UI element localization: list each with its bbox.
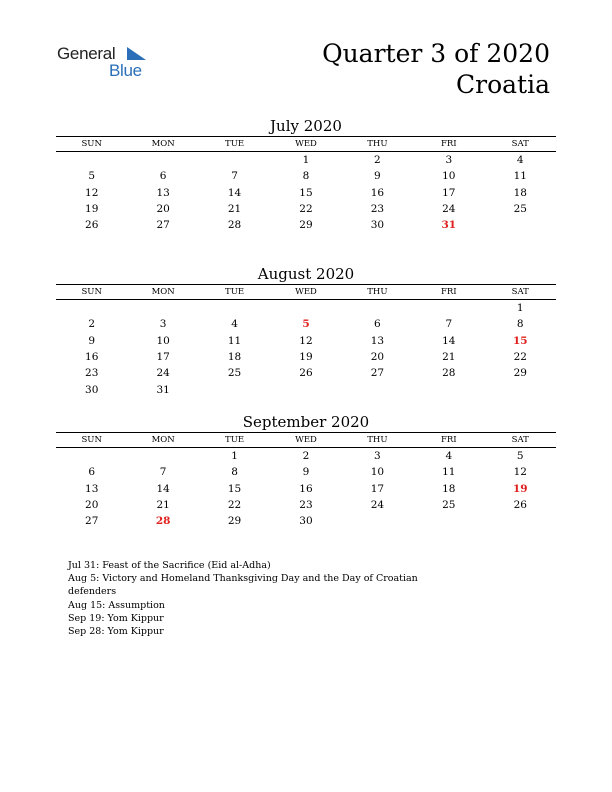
weekday-header: SUN: [56, 433, 127, 448]
day-cell: 22: [513, 351, 527, 364]
weekday-header: SUN: [56, 137, 127, 152]
empty-day-cell: [485, 381, 556, 397]
weekday-header: THU: [342, 137, 413, 152]
week-row: [56, 201, 556, 217]
day-cell: 4: [516, 154, 524, 167]
week-row: [56, 481, 556, 497]
week-row: [56, 464, 556, 480]
day-cell: 6: [374, 318, 381, 331]
week-row: [56, 349, 556, 365]
day-cell: 23: [370, 203, 385, 216]
day-cell: 12: [299, 334, 313, 347]
day-cell: 20: [370, 351, 385, 364]
empty-day-cell: [199, 152, 270, 169]
day-cell: 14: [227, 186, 242, 199]
month-grid: [56, 136, 556, 233]
day-cell: 29: [513, 367, 527, 380]
day-cell: 21: [156, 499, 170, 512]
day-cell: 30: [370, 219, 385, 232]
day-cell: 2: [374, 154, 381, 167]
day-cell: 27: [370, 367, 385, 380]
day-cell: 5: [88, 170, 96, 183]
weekday-header: FRI: [413, 285, 484, 300]
holiday-day-cell: 31: [441, 219, 457, 232]
day-cell: 29: [227, 515, 242, 528]
day-cell: 31: [156, 383, 170, 396]
empty-day-cell: [342, 300, 413, 317]
weekday-header: MON: [127, 433, 198, 448]
empty-day-cell: [56, 448, 127, 465]
page-header: [322, 38, 550, 100]
weekday-header: SAT: [485, 285, 556, 300]
day-cell: 2: [302, 450, 310, 463]
empty-day-cell: [199, 300, 270, 317]
day-cell: 5: [516, 450, 524, 463]
day-cell: 10: [370, 466, 385, 479]
day-cell: 13: [85, 482, 99, 495]
weekday-header: WED: [270, 433, 341, 448]
day-cell: 12: [85, 186, 99, 199]
day-cell: 9: [88, 334, 96, 347]
day-cell: 25: [513, 203, 527, 216]
weekday-header: TUE: [199, 285, 270, 300]
empty-day-cell: [485, 217, 556, 233]
month-grid: [56, 284, 556, 398]
day-cell: 6: [159, 170, 167, 183]
week-row: [56, 168, 556, 184]
day-cell: 26: [513, 499, 527, 512]
day-cell: 26: [85, 219, 99, 232]
day-cell: 18: [513, 186, 527, 199]
day-cell: 22: [299, 203, 313, 216]
day-cell: 11: [513, 170, 527, 183]
day-cell: 24: [156, 367, 170, 380]
country-name: Croatia: [456, 70, 550, 99]
day-cell: 3: [374, 450, 381, 463]
day-cell: 4: [445, 450, 453, 463]
month-grid: [56, 432, 556, 529]
day-cell: 25: [227, 367, 242, 380]
day-cell: 11: [227, 334, 242, 347]
week-row: [56, 497, 556, 513]
empty-day-cell: [413, 513, 484, 529]
day-cell: 26: [299, 367, 313, 380]
holiday-note: Sep 19: Yom Kippur: [68, 612, 164, 624]
logo-triangle-icon: [125, 47, 147, 61]
logo-word-blue: Blue: [109, 61, 142, 80]
weekday-header: MON: [127, 137, 198, 152]
day-cell: 24: [370, 499, 385, 512]
empty-day-cell: [199, 381, 270, 397]
holiday-day-cell: 28: [155, 515, 171, 528]
day-cell: 24: [442, 203, 456, 216]
day-cell: 27: [156, 219, 170, 232]
day-cell: 27: [85, 515, 99, 528]
week-row: [56, 448, 556, 465]
day-cell: 25: [442, 499, 456, 512]
weekday-header: FRI: [413, 137, 484, 152]
day-cell: 18: [227, 351, 242, 364]
holiday-note: Aug 5: Victory and Homeland Thanksgiving Day and the Day of Croatian defenders: [68, 573, 418, 598]
day-cell: 21: [227, 203, 242, 216]
empty-day-cell: [270, 300, 341, 317]
day-cell: 30: [299, 515, 313, 528]
day-cell: 2: [88, 318, 96, 331]
day-cell: 4: [231, 318, 238, 331]
empty-day-cell: [127, 448, 198, 465]
weekday-header: SAT: [485, 433, 556, 448]
week-row: [56, 333, 556, 349]
weekday-header: THU: [342, 433, 413, 448]
holiday-note: Jul 31: Feast of the Sacrifice (Eid al-Adha): [68, 560, 271, 571]
day-cell: 17: [156, 351, 170, 364]
day-cell: 3: [159, 318, 167, 331]
day-cell: 13: [156, 186, 170, 199]
day-cell: 7: [159, 466, 167, 479]
day-cell: 16: [370, 186, 385, 199]
page-title: Quarter 3 of 2020: [322, 39, 550, 68]
empty-day-cell: [127, 152, 198, 169]
holiday-note: Sep 28: Yom Kippur: [68, 626, 164, 638]
day-cell: 12: [513, 466, 527, 479]
week-row: [56, 185, 556, 201]
day-cell: 17: [442, 186, 456, 199]
day-cell: 10: [442, 170, 456, 183]
weekday-header: WED: [270, 137, 341, 152]
day-cell: 13: [370, 334, 385, 347]
empty-day-cell: [56, 152, 127, 169]
week-row: [56, 152, 556, 169]
weekday-header: TUE: [199, 137, 270, 152]
generalblue-logo: [57, 44, 167, 84]
month-calendar: [56, 412, 556, 529]
day-cell: 29: [299, 219, 313, 232]
holiday-day-cell: 15: [512, 334, 528, 347]
month-title: August 2020: [257, 265, 355, 283]
weekday-header: TUE: [199, 433, 270, 448]
day-cell: 1: [231, 450, 238, 463]
week-row: [56, 513, 556, 529]
weekday-header: SAT: [485, 137, 556, 152]
day-cell: 1: [302, 154, 310, 167]
empty-day-cell: [342, 513, 413, 529]
day-cell: 14: [156, 482, 170, 495]
day-cell: 9: [302, 466, 310, 479]
day-cell: 16: [299, 482, 313, 495]
holiday-day-cell: 5: [302, 318, 310, 331]
empty-day-cell: [485, 513, 556, 529]
day-cell: 23: [85, 367, 99, 380]
day-cell: 3: [445, 154, 453, 167]
empty-day-cell: [413, 381, 484, 397]
day-cell: 8: [302, 170, 310, 183]
weekday-header: WED: [270, 285, 341, 300]
day-cell: 28: [227, 219, 242, 232]
day-cell: 14: [442, 334, 456, 347]
day-cell: 7: [445, 318, 453, 331]
day-cell: 23: [299, 499, 313, 512]
logo-word-general: General: [57, 44, 116, 63]
empty-day-cell: [342, 381, 413, 397]
empty-day-cell: [270, 381, 341, 397]
day-cell: 8: [231, 466, 238, 479]
weekday-header: FRI: [413, 433, 484, 448]
day-cell: 18: [442, 482, 456, 495]
day-cell: 9: [374, 170, 381, 183]
weekday-header: SUN: [56, 285, 127, 300]
week-row: [56, 217, 556, 233]
month-calendar: [56, 116, 556, 233]
day-cell: 17: [370, 482, 385, 495]
holiday-note: Aug 15: Assumption: [68, 599, 165, 611]
month-title: July 2020: [270, 117, 342, 135]
day-cell: 19: [85, 203, 99, 216]
empty-day-cell: [127, 300, 198, 317]
month-title: September 2020: [242, 413, 370, 431]
day-cell: 30: [85, 383, 99, 396]
day-cell: 10: [156, 334, 170, 347]
day-cell: 1: [516, 302, 524, 315]
day-cell: 21: [442, 351, 456, 364]
holiday-day-cell: 19: [512, 482, 528, 495]
month-calendar: [56, 264, 556, 398]
day-cell: 15: [299, 186, 313, 199]
weekday-header: THU: [342, 285, 413, 300]
day-cell: 20: [85, 499, 99, 512]
week-row: [56, 316, 556, 332]
day-cell: 19: [299, 351, 313, 364]
empty-day-cell: [56, 300, 127, 317]
day-cell: 20: [156, 203, 170, 216]
empty-day-cell: [413, 300, 484, 317]
weekday-header: MON: [127, 285, 198, 300]
day-cell: 15: [227, 482, 242, 495]
week-row: [56, 365, 556, 381]
week-row: [56, 300, 556, 317]
day-cell: 28: [442, 367, 456, 380]
week-row: [56, 381, 556, 397]
day-cell: 16: [85, 351, 99, 364]
holiday-notes: [68, 559, 428, 638]
day-cell: 6: [88, 466, 96, 479]
day-cell: 8: [516, 318, 524, 331]
day-cell: 11: [442, 466, 456, 479]
day-cell: 22: [227, 499, 242, 512]
day-cell: 7: [231, 170, 238, 183]
